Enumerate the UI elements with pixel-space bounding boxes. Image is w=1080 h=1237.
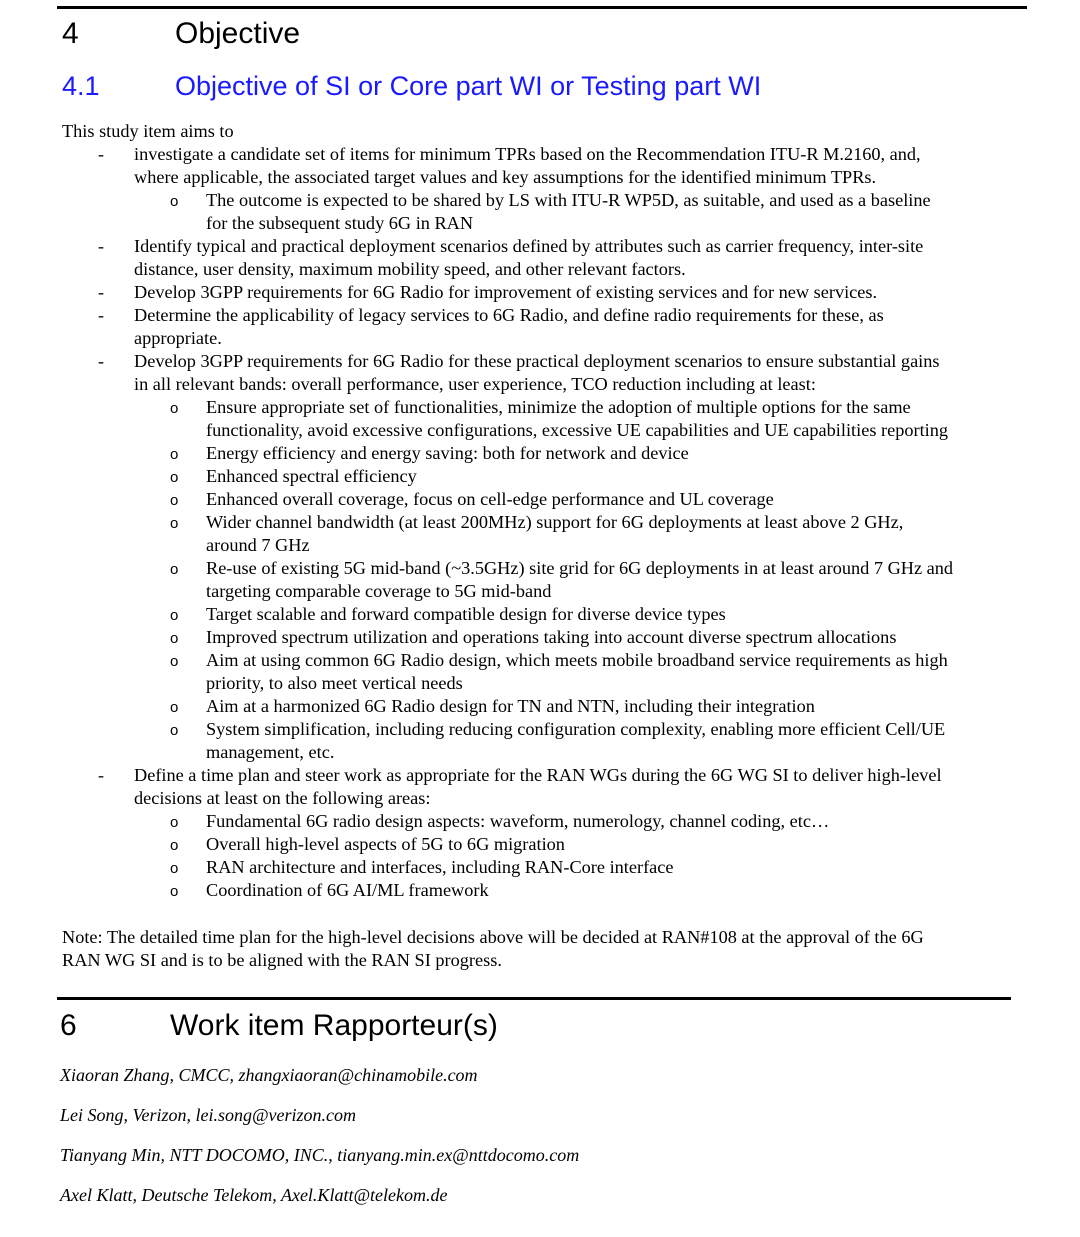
objective-subitem-line: priority, to also meet vertical needs	[206, 673, 463, 693]
circle-bullet-marker: o	[170, 193, 179, 210]
objective-subitem	[206, 626, 1026, 649]
objective-subitem-line: The outcome is expected to be shared by LS with ITU-R WP5D, as suitable, and used as a baseline	[206, 190, 931, 210]
rapporteur-1: Xiaoran Zhang, CMCC, zhangxiaoran@chinamobile.com	[60, 1065, 478, 1085]
rapporteur-2: Lei Song, Verizon, lei.song@verizon.com	[60, 1105, 357, 1125]
objective-subitem	[206, 396, 1026, 442]
objective-subitem	[206, 603, 1026, 626]
objective-item	[134, 281, 1024, 304]
top-rule	[57, 6, 1027, 9]
objective-subitem-line: Aim at using common 6G Radio design, which meets mobile broadband service requirements as high	[206, 650, 948, 670]
circle-bullet-marker: o	[170, 860, 179, 877]
objective-item	[134, 235, 1024, 281]
objective-subitem-line: around 7 GHz	[206, 535, 310, 555]
circle-bullet-marker: o	[170, 515, 179, 532]
objective-subitem-line: functionality, avoid excessive configurations, excessive UE capabilities and UE capabilities reporting	[206, 420, 949, 440]
note-text	[62, 926, 924, 972]
section-4-title: Objective	[175, 17, 301, 50]
circle-bullet-marker: o	[170, 814, 179, 831]
circle-bullet-marker: o	[170, 561, 179, 578]
dash-bullet-marker: -	[98, 305, 104, 325]
objective-subitem	[206, 833, 1026, 856]
objective-subitem-line: Aim at a harmonized 6G Radio design for TN and NTN, including their integration	[206, 696, 815, 716]
dash-bullet-marker: -	[98, 144, 104, 164]
objective-item-line: Identify typical and practical deployment scenarios defined by attributes such as carrier frequency, inter-site	[134, 236, 924, 256]
circle-bullet-marker: o	[170, 400, 179, 417]
objective-item	[134, 304, 1024, 350]
objective-subitem-line: System simplification, including reducing configuration complexity, enabling more efficient Cell/UE	[206, 719, 946, 739]
circle-bullet-marker: o	[170, 630, 179, 647]
objective-item-line: decisions at least on the following areas:	[134, 788, 431, 808]
rapporteur-4: Axel Klatt, Deutsche Telekom, Axel.Klatt@telekom.de	[60, 1185, 448, 1205]
dash-bullet-marker: -	[98, 351, 104, 371]
note-line: Note: The detailed time plan for the high-level decisions above will be decided at RAN#108 at the approval of the 6G	[62, 927, 924, 947]
circle-bullet-marker: o	[170, 492, 179, 509]
rapporteur-3: Tianyang Min, NTT DOCOMO, INC., tianyang.min.ex@nttdocomo.com	[60, 1145, 580, 1165]
objective-subitem-line: RAN architecture and interfaces, including RAN-Core interface	[206, 857, 674, 877]
objective-subitem-line: Enhanced spectral efficiency	[206, 466, 417, 486]
objective-subitem	[206, 649, 1026, 695]
intro-text: This study item aims to	[62, 121, 234, 141]
objective-subitem	[206, 718, 1026, 764]
objective-subitem	[206, 695, 1026, 718]
note-line: RAN WG SI and is to be aligned with the RAN SI progress.	[62, 950, 502, 970]
objective-subitem	[206, 442, 1026, 465]
objective-subitem-line: Overall high-level aspects of 5G to 6G migration	[206, 834, 565, 854]
objective-item-line: Develop 3GPP requirements for 6G Radio for improvement of existing services and for new services.	[134, 282, 878, 302]
section-4-1-title: Objective of SI or Core part WI or Testing part WI	[175, 71, 762, 101]
objective-item-line: appropriate.	[134, 328, 222, 348]
objective-subitem	[206, 488, 1026, 511]
circle-bullet-marker: o	[170, 883, 179, 900]
objective-item-line: Define a time plan and steer work as appropriate for the RAN WGs during the 6G WG SI to deliver high-level	[134, 765, 942, 785]
section-rule	[57, 997, 1011, 1000]
circle-bullet-marker: o	[170, 837, 179, 854]
objective-item	[134, 143, 1024, 189]
circle-bullet-marker: o	[170, 469, 179, 486]
circle-bullet-marker: o	[170, 607, 179, 624]
objective-subitem	[206, 465, 1026, 488]
objective-subitem	[206, 856, 1026, 879]
objective-subitem-line: Wider channel bandwidth (at least 200MHz) support for 6G deployments at least above 2 GHz,	[206, 512, 904, 532]
objective-subitem-line: management, etc.	[206, 742, 335, 762]
objective-subitem-line: targeting comparable coverage to 5G mid-band	[206, 581, 552, 601]
objective-item-line: where applicable, the associated target values and key assumptions for the identified minimum TPRs.	[134, 167, 877, 187]
objective-subitem-line: Enhanced overall coverage, focus on cell-edge performance and UL coverage	[206, 489, 774, 509]
objective-subitem	[206, 879, 1026, 902]
circle-bullet-marker: o	[170, 699, 179, 716]
section-4-1-number: 4.1	[62, 71, 100, 101]
objective-subitem-line: Fundamental 6G radio design aspects: waveform, numerology, channel coding, etc…	[206, 811, 830, 831]
objective-item-line: investigate a candidate set of items for minimum TPRs based on the Recommendation ITU-R M.2160, and,	[134, 144, 921, 164]
objective-subitem-line: Energy efficiency and energy saving: both for network and device	[206, 443, 689, 463]
objective-subitem	[206, 189, 1026, 235]
objective-item-line: Develop 3GPP requirements for 6G Radio for these practical deployment scenarios to ensure substantial gains	[134, 351, 940, 371]
circle-bullet-marker: o	[170, 653, 179, 670]
dash-bullet-marker: -	[98, 236, 104, 256]
section-4-number: 4	[62, 17, 79, 50]
objective-subitem-line: Re-use of existing 5G mid-band (~3.5GHz) site grid for 6G deployments in at least around 7 GHz and	[206, 558, 954, 578]
objective-item-line: Determine the applicability of legacy services to 6G Radio, and define radio requirements for these, as	[134, 305, 884, 325]
objective-subitem-line: Ensure appropriate set of functionalities, minimize the adoption of multiple options for the same	[206, 397, 911, 417]
circle-bullet-marker: o	[170, 446, 179, 463]
objective-subitem	[206, 511, 1026, 557]
objective-item-line: distance, user density, maximum mobility speed, and other relevant factors.	[134, 259, 686, 279]
objective-subitem-line: Improved spectrum utilization and operations taking into account diverse spectrum allocations	[206, 627, 897, 647]
objective-item-line: in all relevant bands: overall performance, user experience, TCO reduction including at least:	[134, 374, 816, 394]
objective-subitem-line: Coordination of 6G AI/ML framework	[206, 880, 489, 900]
dash-bullet-marker: -	[98, 282, 104, 302]
objective-item	[134, 764, 1024, 810]
section-6-title: Work item Rapporteur(s)	[170, 1009, 498, 1042]
objective-subitem	[206, 810, 1026, 833]
objective-subitem	[206, 557, 1026, 603]
dash-bullet-marker: -	[98, 765, 104, 785]
circle-bullet-marker: o	[170, 722, 179, 739]
objective-subitem-line: Target scalable and forward compatible design for diverse device types	[206, 604, 726, 624]
objective-subitem-line: for the subsequent study 6G in RAN	[206, 213, 474, 233]
objective-item	[134, 350, 1024, 396]
section-6-number: 6	[60, 1009, 77, 1042]
